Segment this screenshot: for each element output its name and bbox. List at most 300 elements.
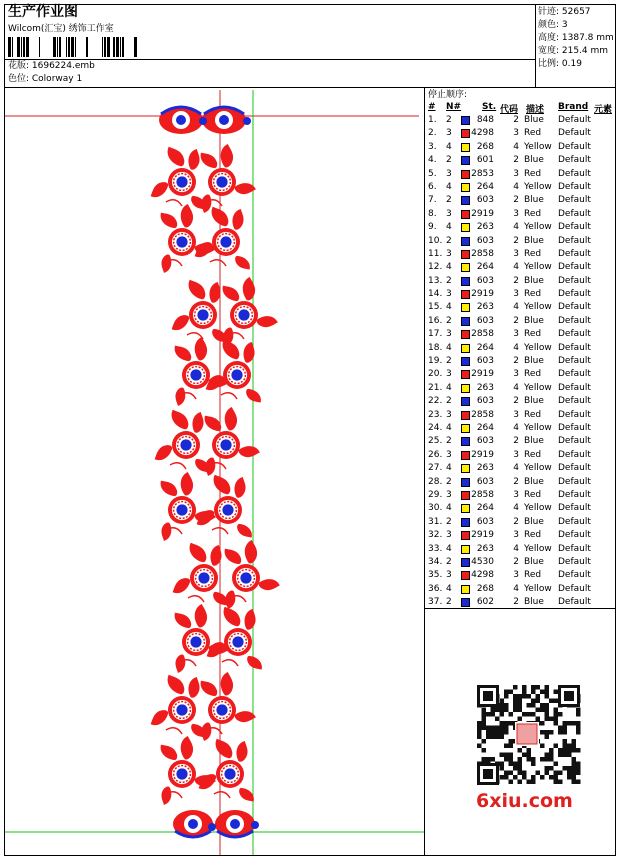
qr-module — [527, 694, 532, 699]
row-number: 11. — [428, 248, 443, 259]
row-number: 27. — [428, 463, 443, 474]
table-row — [426, 288, 616, 301]
row-stitches: 263 — [476, 543, 494, 554]
row-needle: 3 — [446, 208, 452, 219]
color-swatch — [461, 357, 470, 366]
qr-module — [563, 721, 568, 726]
flower-motif — [202, 336, 263, 407]
flower-motif — [151, 406, 212, 477]
qr-module — [572, 744, 577, 749]
leaf-motif — [187, 539, 208, 565]
color-swatch — [461, 237, 470, 246]
row-desc: Yellow — [524, 463, 552, 474]
row-stitches: 2919 — [471, 449, 494, 460]
qr-module — [558, 730, 563, 735]
row-desc: Red — [524, 208, 542, 219]
qr-module — [482, 739, 487, 744]
row-stitches: 2919 — [471, 208, 494, 219]
row-brand: Default — [558, 530, 591, 541]
qr-module — [567, 775, 572, 780]
row-code: 3 — [513, 449, 519, 460]
qr-module — [513, 703, 518, 708]
row-stitches: 268 — [476, 141, 494, 152]
flower-center — [216, 176, 227, 187]
qr-module — [545, 771, 550, 776]
row-code: 2 — [513, 356, 519, 367]
qr-module — [513, 699, 518, 704]
leaf-motif — [230, 475, 251, 499]
table-row — [426, 556, 616, 569]
row-stitches: 263 — [476, 463, 494, 474]
barcode-bar — [59, 37, 61, 57]
barcode-bar — [86, 37, 88, 57]
qr-logo — [517, 724, 537, 744]
flower-motif — [171, 603, 231, 674]
table-row — [426, 395, 616, 408]
row-number: 25. — [428, 436, 443, 447]
qr-module — [536, 708, 541, 713]
qr-module — [491, 726, 496, 731]
barcode-bar — [17, 37, 20, 57]
row-code: 3 — [513, 530, 519, 541]
row-number: 35. — [428, 570, 443, 581]
row-desc: Blue — [524, 195, 544, 206]
table-row — [426, 409, 616, 422]
qr-module — [545, 712, 550, 717]
qr-module — [540, 721, 545, 726]
flower-motif — [147, 143, 208, 214]
leaf-motif — [171, 653, 190, 674]
row-number: 8. — [428, 208, 437, 219]
qr-module — [572, 780, 577, 785]
qr-module — [518, 762, 523, 767]
leaf-motif — [157, 253, 176, 274]
qr-module — [576, 721, 581, 726]
color-swatch — [461, 170, 470, 179]
qr-module — [563, 753, 568, 758]
qr-module — [518, 717, 523, 722]
row-needle: 4 — [446, 342, 452, 353]
leaf-motif — [158, 740, 179, 764]
embroidery-design-preview — [5, 90, 424, 855]
row-needle: 4 — [446, 302, 452, 313]
table-row — [426, 154, 616, 167]
qr-module — [513, 685, 518, 690]
qr-module — [513, 694, 518, 699]
color-swatch — [461, 290, 470, 299]
table-row — [426, 141, 616, 154]
band-dot — [251, 821, 259, 829]
table-row — [426, 221, 616, 234]
row-number: 36. — [428, 583, 443, 594]
qr-module — [509, 780, 514, 785]
row-brand: Default — [558, 503, 591, 514]
row-code: 2 — [513, 436, 519, 447]
color-swatch — [461, 531, 470, 540]
qr-module — [518, 703, 523, 708]
row-stitches: 264 — [476, 422, 494, 433]
row-code: 2 — [513, 195, 519, 206]
qr-module — [545, 753, 550, 758]
qr-module — [504, 694, 509, 699]
row-code: 4 — [513, 583, 519, 594]
qr-module — [549, 775, 554, 780]
row-needle: 2 — [446, 396, 452, 407]
table-row — [426, 114, 616, 127]
qr-module — [531, 685, 536, 690]
row-desc: Red — [524, 530, 542, 541]
row-needle: 4 — [446, 583, 452, 594]
row-needle: 2 — [446, 155, 452, 166]
flower-motif — [169, 539, 230, 610]
row-number: 4. — [428, 155, 437, 166]
row-stitches: 603 — [476, 195, 494, 206]
row-desc: Yellow — [524, 342, 552, 353]
design-width: 宽度: 215.4 mm — [538, 46, 609, 56]
qr-module — [545, 708, 550, 713]
color-swatch — [461, 397, 470, 406]
qr-module — [477, 730, 482, 735]
barcode-bar — [75, 37, 76, 57]
col-element: 元素 — [594, 105, 613, 115]
table-row — [426, 489, 616, 502]
qr-module — [477, 744, 482, 749]
row-brand: Default — [558, 449, 591, 460]
row-needle: 3 — [446, 530, 452, 541]
qr-module — [563, 766, 568, 771]
qr-module — [554, 762, 559, 767]
table-row — [426, 502, 616, 515]
qr-module — [558, 712, 563, 717]
flower-center — [224, 768, 235, 779]
leaf-motif — [165, 143, 186, 169]
table-row — [426, 248, 616, 261]
leaf-motif — [158, 476, 179, 500]
row-needle: 2 — [446, 356, 452, 367]
row-code: 2 — [513, 235, 519, 246]
row-desc: Red — [524, 369, 542, 380]
qr-module — [504, 775, 509, 780]
qr-module — [509, 690, 514, 695]
row-number: 17. — [428, 329, 443, 340]
color-swatch — [461, 424, 470, 433]
qr-module — [486, 726, 491, 731]
row-brand: Default — [558, 275, 591, 286]
qr-module — [576, 748, 581, 753]
table-row — [426, 181, 616, 194]
table-row — [426, 422, 616, 435]
qr-module — [567, 721, 572, 726]
row-brand: Default — [558, 181, 591, 192]
color-swatch — [461, 370, 470, 379]
flower-center — [216, 704, 227, 715]
qr-module — [518, 748, 523, 753]
barcode-bar — [71, 37, 74, 57]
qr-module — [545, 730, 550, 735]
row-number: 3. — [428, 141, 437, 152]
row-desc: Blue — [524, 436, 544, 447]
colorway-label: 色位: Colorway 1 — [8, 74, 83, 84]
leaf-motif — [239, 340, 260, 364]
row-needle: 3 — [446, 369, 452, 380]
qr-module — [482, 708, 487, 713]
leaf-motif — [177, 203, 198, 229]
row-number: 16. — [428, 315, 443, 326]
qr-module — [567, 744, 572, 749]
qr-module — [554, 690, 559, 695]
row-needle: 3 — [446, 128, 452, 139]
row-number: 12. — [428, 262, 443, 273]
barcode-bar — [113, 37, 115, 57]
row-brand: Default — [558, 356, 591, 367]
qr-module — [518, 708, 523, 713]
qr-module — [549, 757, 554, 762]
row-number: 33. — [428, 543, 443, 554]
qr-module — [522, 775, 527, 780]
qr-module — [563, 739, 568, 744]
barcode-bar — [102, 37, 103, 57]
leaf-motif — [220, 281, 241, 305]
qr-module — [522, 685, 527, 690]
flower-motif — [191, 203, 252, 274]
qr-module — [572, 757, 577, 762]
color-swatch — [461, 464, 470, 473]
qr-module — [527, 780, 532, 785]
qr-module — [567, 753, 572, 758]
qr-module — [500, 735, 505, 740]
qr-module — [500, 703, 505, 708]
row-number: 1. — [428, 115, 437, 125]
row-code: 2 — [513, 556, 519, 567]
row-needle: 4 — [446, 382, 452, 393]
qr-module — [495, 708, 500, 713]
leaf-motif — [221, 406, 242, 432]
leaf-motif — [206, 543, 227, 567]
color-swatch — [461, 156, 470, 165]
table-row — [426, 301, 616, 314]
qr-module — [482, 757, 487, 762]
row-brand: Default — [558, 463, 591, 474]
row-brand: Default — [558, 168, 591, 179]
color-swatch — [461, 478, 470, 487]
row-code: 4 — [513, 382, 519, 393]
row-needle: 2 — [446, 556, 452, 567]
row-code: 3 — [513, 128, 519, 139]
qr-module — [558, 771, 563, 776]
row-number: 21. — [428, 382, 443, 393]
qr-module — [576, 708, 581, 713]
row-stitches: 263 — [476, 382, 494, 393]
flower-center — [176, 504, 187, 515]
row-number: 2. — [428, 128, 437, 139]
qr-module — [527, 757, 532, 762]
qr-module — [509, 757, 514, 762]
row-brand: Default — [558, 396, 591, 407]
qr-module — [482, 721, 487, 726]
qr-module — [549, 730, 554, 735]
flower-motif — [203, 603, 264, 674]
qr-module — [540, 703, 545, 708]
row-brand: Default — [558, 382, 591, 393]
qr-module — [545, 757, 550, 762]
qr-module — [554, 712, 559, 717]
flower-motif — [219, 276, 279, 347]
row-number: 32. — [428, 530, 443, 541]
qr-module — [563, 730, 568, 735]
flower-motif — [197, 143, 257, 214]
qr-module — [545, 685, 550, 690]
row-needle: 4 — [446, 262, 452, 273]
color-swatch — [461, 384, 470, 393]
table-row — [426, 368, 616, 381]
row-code: 4 — [513, 543, 519, 554]
qr-module — [504, 744, 509, 749]
barcode-bar — [26, 37, 29, 57]
row-brand: Default — [558, 289, 591, 300]
row-desc: Red — [524, 449, 542, 460]
color-swatch — [461, 598, 470, 607]
row-brand: Default — [558, 489, 591, 500]
flower-center — [220, 439, 231, 450]
row-code: 2 — [513, 115, 519, 125]
row-stitches: 4530 — [471, 556, 494, 567]
row-brand: Default — [558, 422, 591, 433]
color-swatch — [461, 571, 470, 580]
barcode-bar — [68, 37, 70, 57]
qr-module — [531, 699, 536, 704]
flower-motif — [197, 671, 257, 742]
barcode-bar — [116, 37, 119, 57]
qr-module — [495, 730, 500, 735]
table-row — [426, 596, 616, 609]
qr-module — [486, 712, 491, 717]
qr-module — [477, 726, 482, 731]
row-desc: Blue — [524, 115, 544, 125]
watermark-logo: 6xiu.com — [476, 790, 573, 812]
row-number: 24. — [428, 422, 443, 433]
qr-module — [554, 708, 559, 713]
row-brand: Default — [558, 516, 591, 527]
row-desc: Red — [524, 168, 542, 179]
qr-module — [518, 766, 523, 771]
qr-module — [527, 748, 532, 753]
flower-center — [176, 768, 187, 779]
row-number: 15. — [428, 302, 443, 313]
qr-module — [482, 748, 487, 753]
row-stitches: 603 — [476, 476, 494, 487]
row-number: 13. — [428, 275, 443, 286]
design-stats — [538, 6, 614, 71]
row-brand: Default — [558, 141, 591, 152]
qr-module — [491, 735, 496, 740]
row-needle: 3 — [446, 409, 452, 420]
qr-module — [509, 739, 514, 744]
flower-motif — [157, 203, 217, 274]
row-number: 29. — [428, 489, 443, 500]
qr-module — [572, 762, 577, 767]
stem-motif — [166, 200, 182, 206]
leaf-motif — [198, 148, 219, 172]
top-band-motif — [202, 106, 246, 134]
flower-center — [190, 636, 201, 647]
qr-module — [531, 775, 536, 780]
color-swatch — [461, 317, 470, 326]
flower-center — [240, 572, 251, 583]
qr-module — [576, 712, 581, 717]
leaf-motif — [169, 576, 193, 595]
design-divider-vertical — [424, 87, 425, 856]
barcode-bar — [39, 37, 40, 57]
flower-center — [176, 176, 187, 187]
color-swatch — [461, 411, 470, 420]
qr-module — [540, 775, 545, 780]
row-desc: Blue — [524, 597, 544, 608]
leaf-motif — [221, 603, 242, 629]
leaf-motif — [168, 313, 192, 332]
leaf-motif — [205, 280, 226, 304]
table-row — [426, 382, 616, 395]
qr-module — [491, 757, 496, 762]
row-desc: Yellow — [524, 302, 552, 313]
table-row — [426, 275, 616, 288]
row-desc: Red — [524, 248, 542, 259]
qr-module — [531, 757, 536, 762]
table-row — [426, 435, 616, 448]
row-needle: 4 — [446, 181, 452, 192]
qr-module — [549, 748, 554, 753]
col-desc: 描述 — [526, 105, 545, 115]
sheet-subtitle: Wilcom(汇宝) 绣饰工作室 — [8, 24, 114, 34]
table-row — [426, 355, 616, 368]
flower-center — [220, 236, 231, 247]
row-code: 3 — [513, 289, 519, 300]
barcode-bar — [107, 37, 110, 57]
row-brand: Default — [558, 556, 591, 567]
qr-module — [540, 730, 545, 735]
row-brand: Default — [558, 115, 591, 125]
row-code: 4 — [513, 181, 519, 192]
row-code: 2 — [513, 597, 519, 608]
leaf-motif — [257, 575, 281, 594]
table-row — [426, 328, 616, 341]
qr-module — [500, 712, 505, 717]
color-swatch — [461, 451, 470, 460]
qr-module — [509, 712, 514, 717]
row-needle: 2 — [446, 436, 452, 447]
flower-motif — [147, 671, 208, 742]
leaf-motif — [172, 608, 193, 632]
row-needle: 2 — [446, 315, 452, 326]
bottom-band-motif — [173, 810, 213, 838]
flower-motif — [201, 406, 261, 477]
qr-module — [531, 703, 536, 708]
design-scale: 比例: 0.19 — [538, 59, 582, 69]
qr-module — [482, 717, 487, 722]
row-needle: 4 — [446, 222, 452, 233]
stop-sequence-header — [426, 102, 616, 114]
qr-module — [549, 699, 554, 704]
qr-module — [509, 762, 514, 767]
qr-module — [572, 739, 577, 744]
row-code: 2 — [513, 476, 519, 487]
qr-module — [545, 766, 550, 771]
qr-module — [522, 712, 527, 717]
row-desc: Blue — [524, 155, 544, 166]
table-row — [426, 543, 616, 556]
stop-sequence-rows — [426, 114, 616, 609]
row-stitches: 603 — [476, 396, 494, 407]
qr-module — [572, 721, 577, 726]
